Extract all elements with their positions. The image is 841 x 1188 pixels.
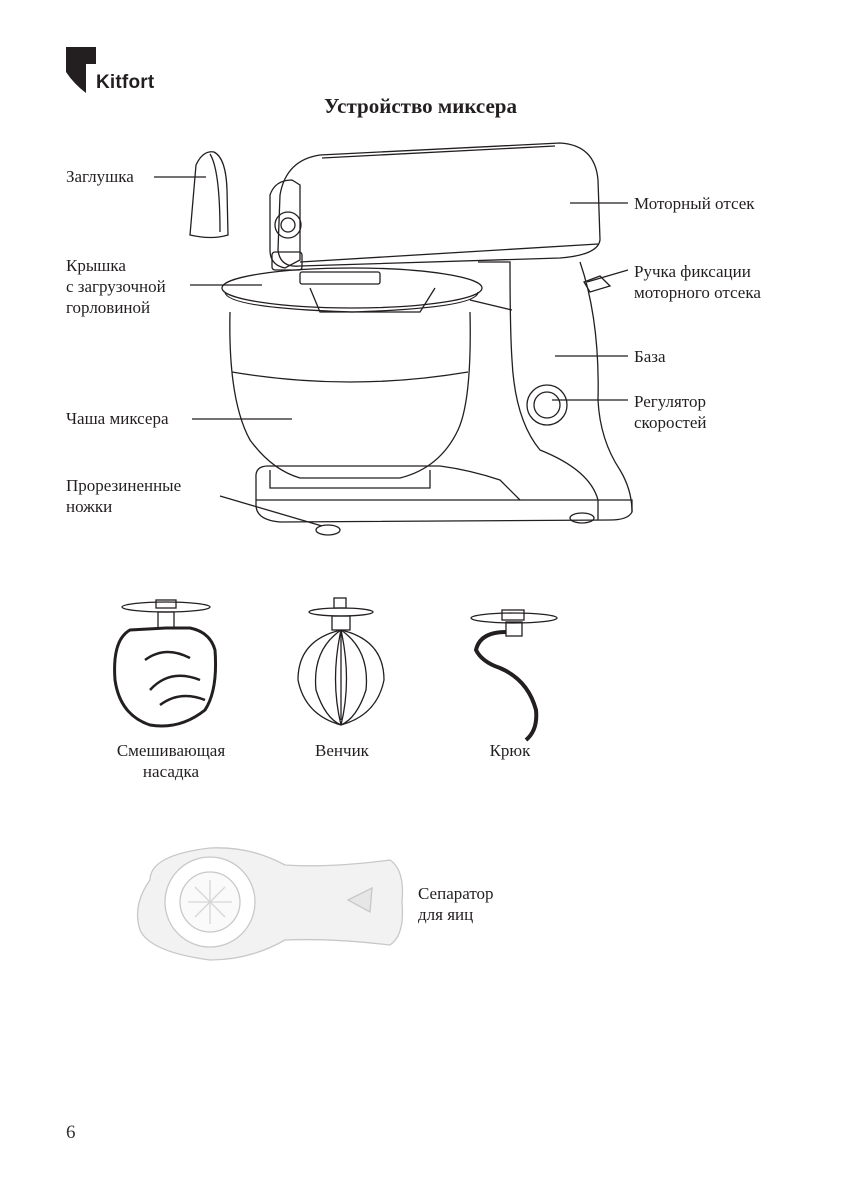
whisk-icon [298,598,384,725]
label-separator-1: Сепаратор [418,884,494,903]
label-speed-2: скоростей [634,413,707,432]
label-beater-1: Смешивающая [116,741,226,760]
egg-separator-icon [138,848,403,960]
label-separator-2: для яиц [418,905,474,924]
page-number: 6 [66,1122,76,1143]
label-whisk: Венчик [315,741,369,760]
page-title: Устройство миксера [324,94,517,118]
label-beater-2: насадка [142,762,200,781]
brand-name: Kitfort [96,72,155,93]
label-cap: Заглушка [66,167,134,186]
label-hook: Крюк [489,741,531,760]
label-speed-1: Регулятор [634,392,707,411]
label-motor: Моторный отсек [634,194,755,213]
label-lock-1: Ручка фиксации [634,262,751,281]
label-feet-2: ножки [66,497,113,516]
dough-hook-icon [471,610,557,740]
label-lid-3: горловиной [66,298,151,317]
label-lid-2: с загрузочной [66,277,166,296]
flat-beater-icon [115,600,216,726]
label-base: База [634,347,666,366]
label-feet-1: Прорезиненные [66,476,182,495]
label-lid-1: Крышка [66,256,126,275]
label-bowl: Чаша миксера [66,409,169,428]
label-lock-2: моторного отсека [634,283,761,302]
